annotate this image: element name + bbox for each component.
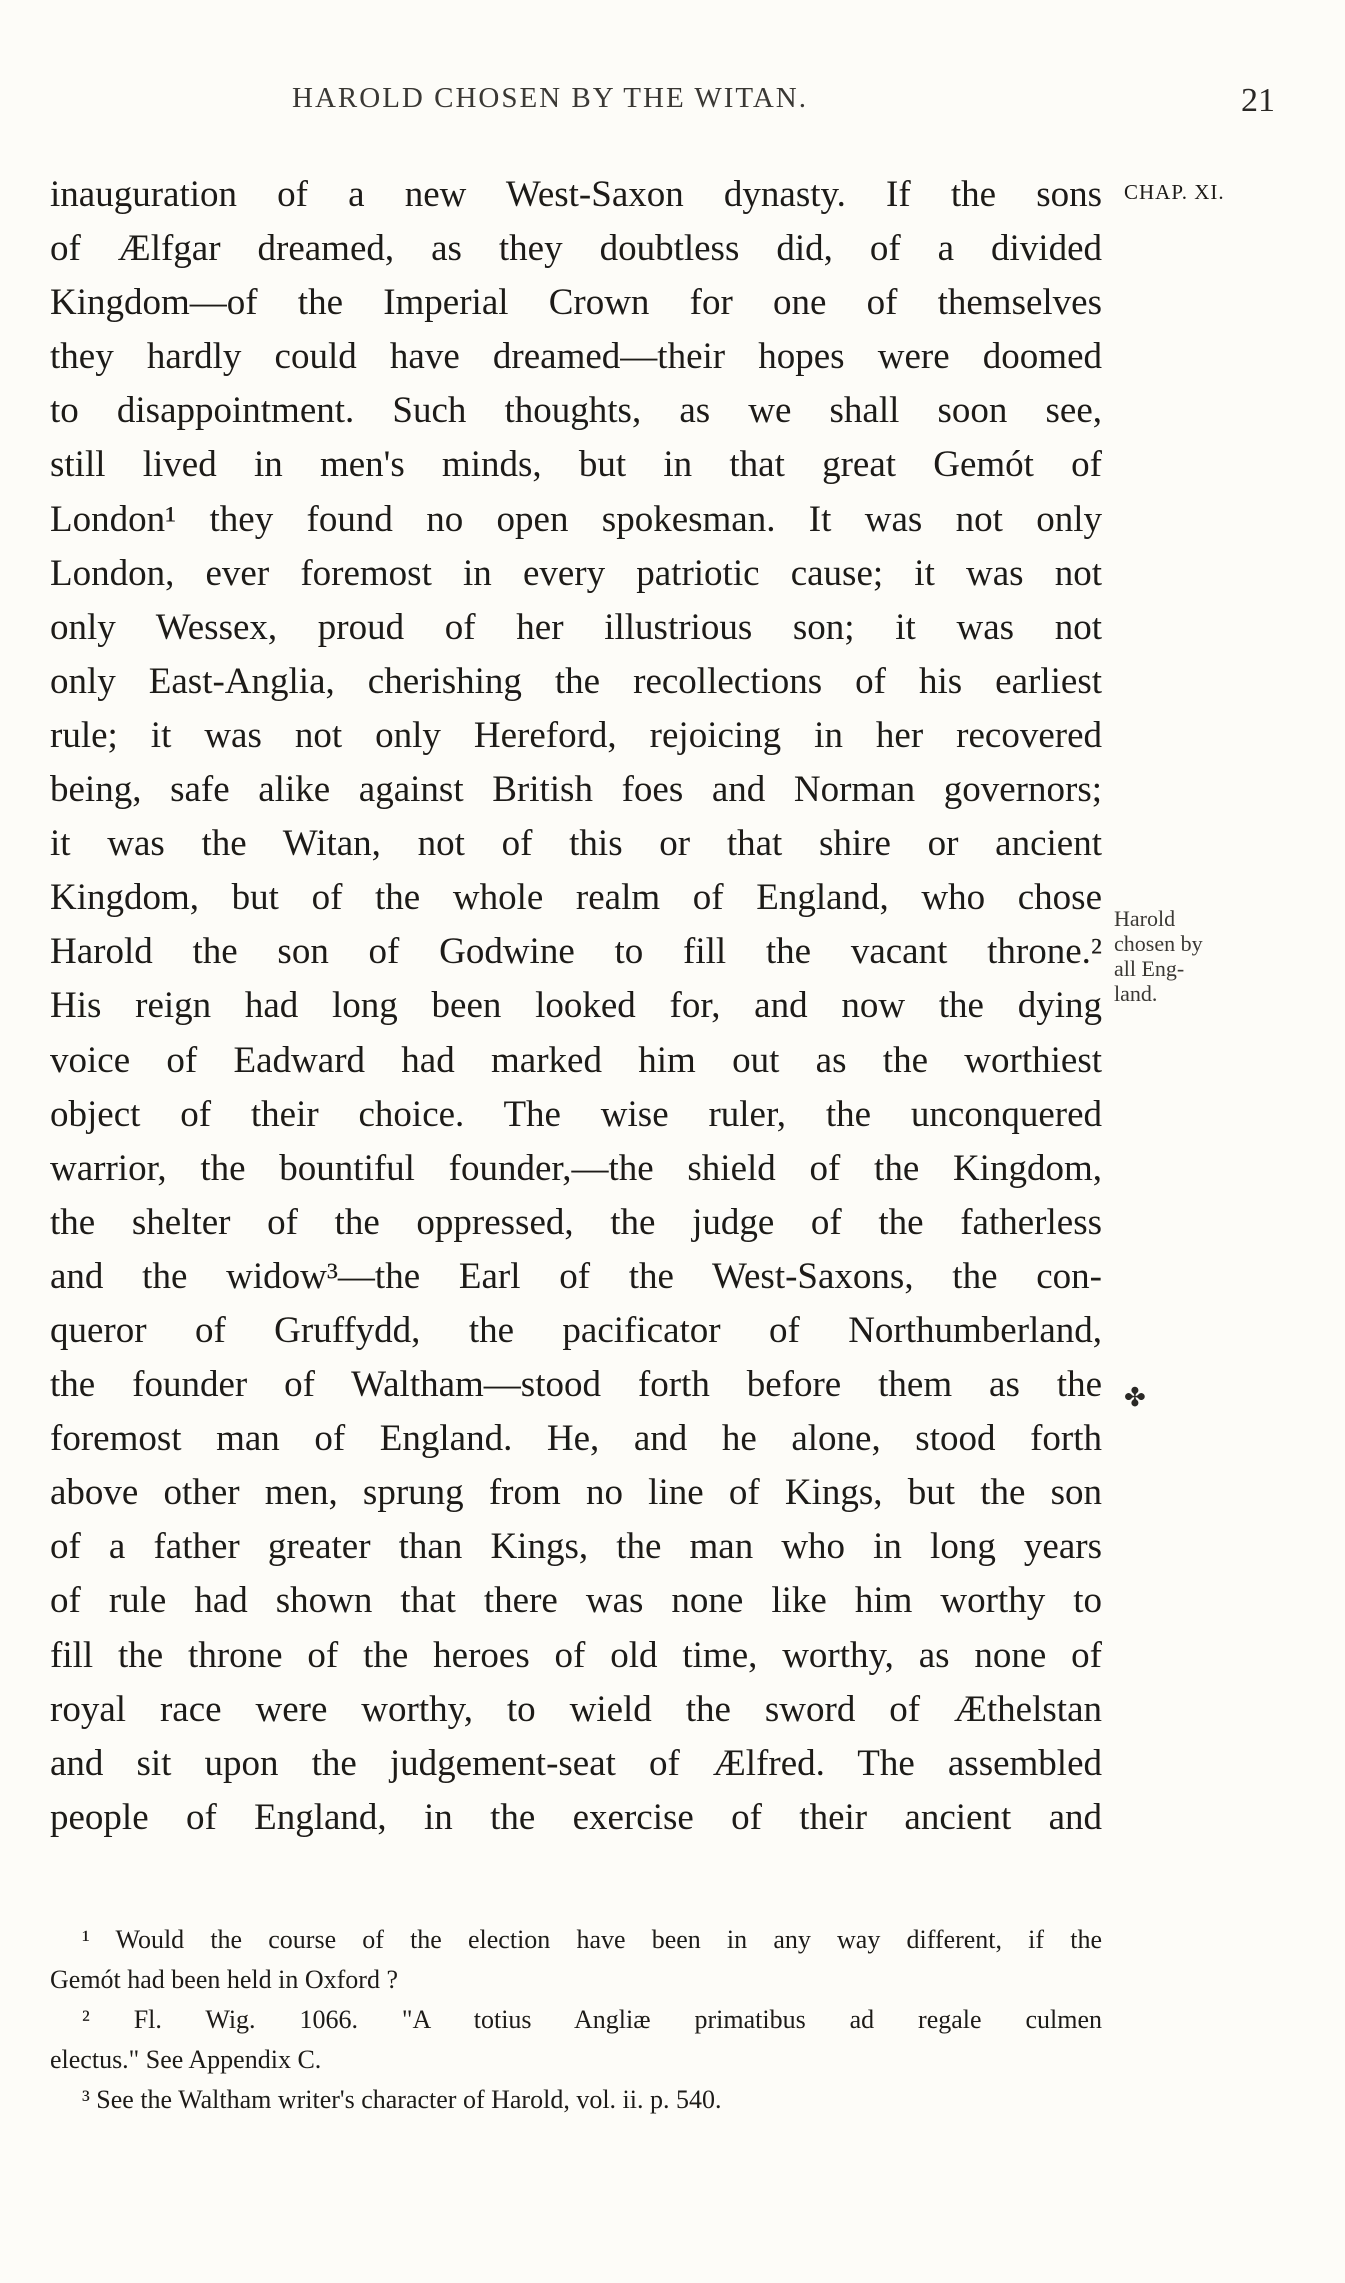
footnote-line: Gemót had been held in Oxford ? <box>50 1965 399 1994</box>
body-line: people of England, in the exercise of their ancient and <box>50 1796 1102 1838</box>
body-line: fill the throne of the heroes of old time, worthy, as none of <box>50 1634 1102 1676</box>
body-line: His reign had long been looked for, and now the dying <box>50 985 1102 1027</box>
body-line: Kingdom—of the Imperial Crown for one of themselves <box>50 282 1102 324</box>
body-line: they hardly could have dreamed—their hopes were doomed <box>50 336 1102 378</box>
body-text <box>50 168 1102 1845</box>
footnote-line: ¹ Would the course of the election have been in any way different, if the <box>82 1925 1102 1954</box>
body-line: to disappointment. Such thoughts, as we shall soon see, <box>50 390 1102 432</box>
body-line: London, ever foremost in every patriotic cause; it was not <box>50 552 1102 594</box>
body-line: royal race were worthy, to wield the sword of Æthelstan <box>50 1688 1102 1730</box>
body-line: Kingdom, but of the whole realm of England, who chose <box>50 877 1102 919</box>
body-line: of rule had shown that there was none like him worthy to <box>50 1580 1102 1622</box>
body-line: foremost man of England. He, and he alone, stood forth <box>50 1418 1102 1460</box>
side-note <box>1114 906 1203 1006</box>
body-line: rule; it was not only Hereford, rejoicing in her recovered <box>50 714 1102 756</box>
body-line: Harold the son of Godwine to fill the vacant throne.² <box>50 931 1102 973</box>
side-note-line: chosen by <box>1114 931 1203 956</box>
page-header <box>50 82 1275 132</box>
body-line: being, safe alike against British foes and Norman governors; <box>50 769 1102 811</box>
body-line: only Wessex, proud of her illustrious son; it was not <box>50 606 1102 648</box>
body-line: voice of Eadward had marked him out as the worthiest <box>50 1039 1102 1081</box>
body-line: the founder of Waltham—stood forth before them as the <box>50 1364 1102 1406</box>
footnotes <box>50 1920 1102 2120</box>
side-note-line: all Eng- <box>1114 956 1185 981</box>
footnote-line: ³ See the Waltham writer's character of Harold, vol. ii. p. 540. <box>82 2085 722 2114</box>
running-head: HAROLD CHOSEN BY THE WITAN. <box>292 82 808 114</box>
body-line: only East-Anglia, cherishing the recollections of his earliest <box>50 660 1102 702</box>
body-line: of a father greater than Kings, the man who in long years <box>50 1526 1102 1568</box>
side-note-line: Harold <box>1114 906 1176 931</box>
body-line: and the widow³—the Earl of the West-Saxons, the con- <box>50 1255 1102 1297</box>
chapter-label: CHAP. XI. <box>1124 180 1225 204</box>
body-line: inauguration of a new West-Saxon dynasty. If the sons <box>50 174 1102 215</box>
side-note-line: land. <box>1114 981 1158 1006</box>
printer-ornament-icon: ✤ <box>1124 1383 1146 1413</box>
body-line: it was the Witan, not of this or that shire or ancient <box>50 823 1102 865</box>
body-line: still lived in men's minds, but in that great Gemót of <box>50 444 1102 486</box>
body-line: the shelter of the oppressed, the judge of the fatherless <box>50 1201 1102 1243</box>
body-line: above other men, sprung from no line of Kings, but the son <box>50 1472 1102 1514</box>
body-line: of Ælfgar dreamed, as they doubtless did, of a divided <box>50 228 1102 270</box>
page-number: 21 <box>1241 82 1275 119</box>
body-line: object of their choice. The wise ruler, the unconquered <box>50 1093 1102 1135</box>
body-line: and sit upon the judgement-seat of Ælfred. The assembled <box>50 1742 1102 1784</box>
body-line: London¹ they found no open spokesman. It was not only <box>50 498 1102 540</box>
body-line: queror of Gruffydd, the pacificator of Northumberland, <box>50 1309 1102 1351</box>
footnote-line: ² Fl. Wig. 1066. "A totius Angliæ primatibus ad regale culmen <box>82 2005 1102 2034</box>
body-line: warrior, the bountiful founder,—the shield of the Kingdom, <box>50 1147 1102 1189</box>
footnote-line: electus." See Appendix C. <box>50 2045 322 2074</box>
